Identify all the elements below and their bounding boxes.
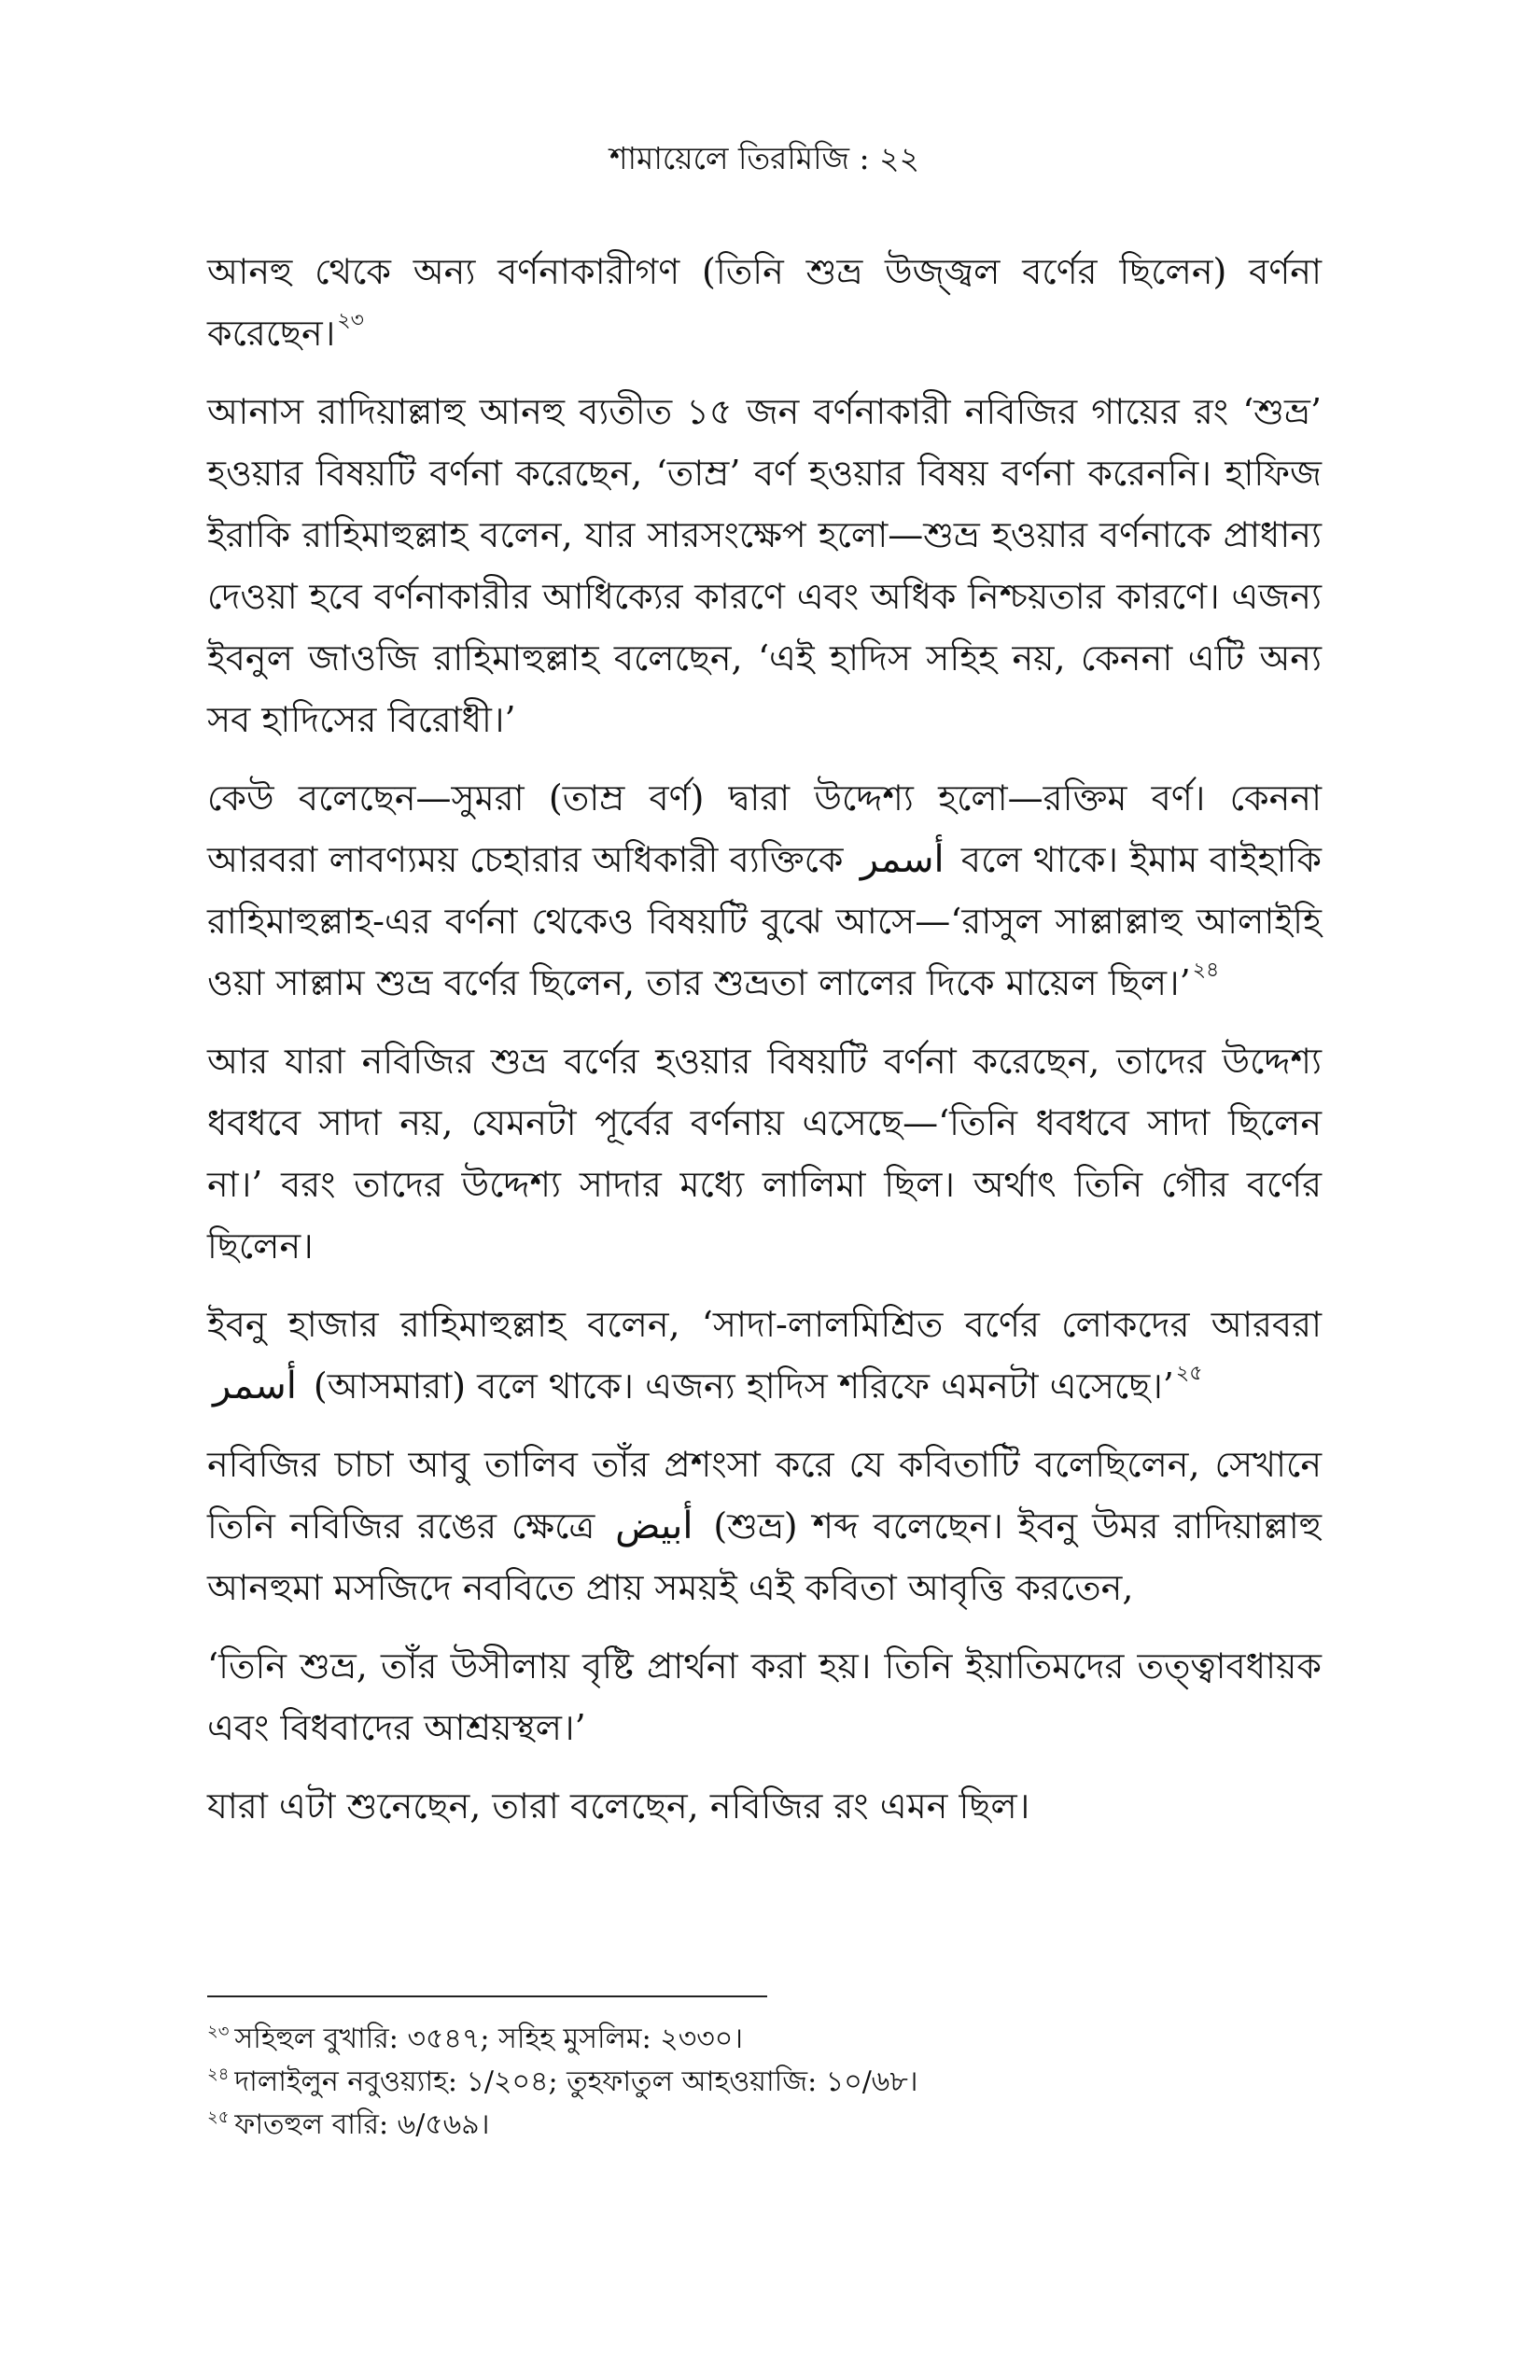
paragraph-5-text-before: ইবনু হাজার রাহিমাহুল্লাহ বলেন, ‘সাদা-লালমিশ্রিত বর্ণের লোকদের আরবরা <box>207 1304 1322 1345</box>
footnotes <box>207 2018 1322 2147</box>
paragraph-3-text-after: বলে থাকে। ইমাম বাইহাকি রাহিমাহুল্লাহ-এর বর্ণনা থেকেও বিষয়টি বুঝে আসে—‘রাসুল সাল্লাল্লাহু আলাইহি ওয়া সাল্লাম শুভ্র বর্ণের ছিলেন, তার শুভ্রতা লালের দিকে মায়েল ছিল।’ <box>207 839 1322 1003</box>
arabic-word-asmar: أسمر <box>860 838 945 881</box>
paragraph-8 <box>207 1775 1322 1837</box>
arabic-word-asmar-2: أسمر <box>213 1365 297 1407</box>
paragraph-3-text-before: কেউ বলেছেন—সুমরা (তাম্র বর্ণ) দ্বারা উদ্দেশ্য হলো—রক্তিম বর্ণ। কেননা আরবরা লাবণ্যময় চেহারার অধিকারী ব্যক্তিকে <box>207 777 1322 880</box>
footnote-number: ২৩ <box>207 2022 230 2041</box>
paragraph-4 <box>207 1030 1322 1277</box>
paragraph-1 <box>207 241 1322 364</box>
footnote-ref-24[interactable]: ২৪ <box>1192 959 1220 982</box>
paragraph-2 <box>207 381 1322 750</box>
paragraph-6-text-after: (শুভ্র) শব্দ বলেছেন। ইবনু উমর রাদিয়াল্লাহু আনহুমা মসজিদে নববিতে প্রায় সময়ই এই কবিতা আবৃত্তি করতেন, <box>207 1505 1322 1608</box>
footnote-ref-25[interactable]: ২৫ <box>1175 1362 1203 1385</box>
running-header: শামায়েলে তিরমিজি : ২২ <box>609 140 920 176</box>
footnote-23 <box>207 2018 1322 2061</box>
paragraph-1-text: আনহু থেকে অন্য বর্ণনাকারীগণ (তিনি শুভ্র উজ্জ্বল বর্ণের ছিলেন) বর্ণনা করেছেন। <box>207 251 1322 354</box>
main-text <box>207 241 1322 1854</box>
book-page <box>207 0 1322 2380</box>
footnote-text: ফাতহুল বারি: ৬/৫৬৯। <box>234 2108 490 2141</box>
paragraph-5-text-after: (আসমারা) বলে থাকে। এজন্য হাদিস শরিফে এমনটা এসেছে।’ <box>313 1365 1174 1407</box>
footnote-number: ২৪ <box>207 2065 230 2084</box>
footnote-ref-23[interactable]: ২৩ <box>337 309 364 332</box>
footnote-24 <box>207 2061 1322 2104</box>
poem-quote <box>207 1635 1322 1758</box>
paragraph-6-text-before: নবিজির চাচা আবু তালিব তাঁর প্রশংসা করে যে কবিতাটি বলেছিলেন, সেখানে তিনি নবিজির রঙের ক্ষেত্রে <box>207 1444 1322 1547</box>
paragraph-2-text: আনাস রাদিয়াল্লাহু আনহু ব্যতীত ১৫ জন বর্ণনাকারী নবিজির গায়ের রং ‘শুভ্র’ হওয়ার বিষয়টি বর্ণনা করেছেন, ‘তাম্র’ বর্ণ হওয়ার বিষয় বর্ণনা করেননি। হাফিজ ইরাকি রাহিমাহুল্লাহ বলেন, যার সারসংক্ষেপ হলো—শুভ্র হওয়ার বর্ণনাকে প্রাধান্য দেওয়া হবে বর্ণনাকারীর আধিক্যের কারণে এবং অধিক নিশ্চয়তার কারণে। এজন্য ইবনুল জাওজি রাহিমাহুল্লাহ বলেছেন, ‘এই হাদিস সহিহ নয়, কেননা এটি অন্য সব হাদিসের বিরোধী।’ <box>207 391 1322 740</box>
poem-quote-text: ‘তিনি শুভ্র, তাঁর উসীলায় বৃষ্টি প্রার্থনা করা হয়। তিনি ইয়াতিমদের তত্ত্বাবধায়ক এবং বিধবাদের আশ্রয়স্থল।’ <box>207 1645 1322 1748</box>
footnote-text: সহিহুল বুখারি: ৩৫৪৭; সহিহ মুসলিম: ২৩৩০। <box>234 2023 743 2055</box>
paragraph-6 <box>207 1434 1322 1618</box>
arabic-word-abyad: أبيض <box>615 1505 693 1547</box>
footnote-number: ২৫ <box>207 2107 230 2127</box>
footnote-25 <box>207 2104 1322 2147</box>
paragraph-5 <box>207 1294 1322 1417</box>
paragraph-3 <box>207 767 1322 1014</box>
paragraph-4-text: আর যারা নবিজির শুভ্র বর্ণের হওয়ার বিষয়টি বর্ণনা করেছেন, তাদের উদ্দেশ্য ধবধবে সাদা নয়, যেমনটা পূর্বের বর্ণনায় এসেছে—‘তিনি ধবধবে সাদা ছিলেন না।’ বরং তাদের উদ্দেশ্য সাদার মধ্যে লালিমা ছিল। অর্থাৎ তিনি গৌর বর্ণের ছিলেন। <box>207 1041 1322 1267</box>
footnote-text: দালাইলুন নবুওয়্যাহ: ১/২০৪; তুহফাতুল আহওয়াজি: ১০/৬৮। <box>234 2065 918 2098</box>
footnote-divider <box>207 1995 767 1997</box>
paragraph-8-text: যারা এটা শুনেছেন, তারা বলেছেন, নবিজির রং এমন ছিল। <box>207 1785 1030 1827</box>
